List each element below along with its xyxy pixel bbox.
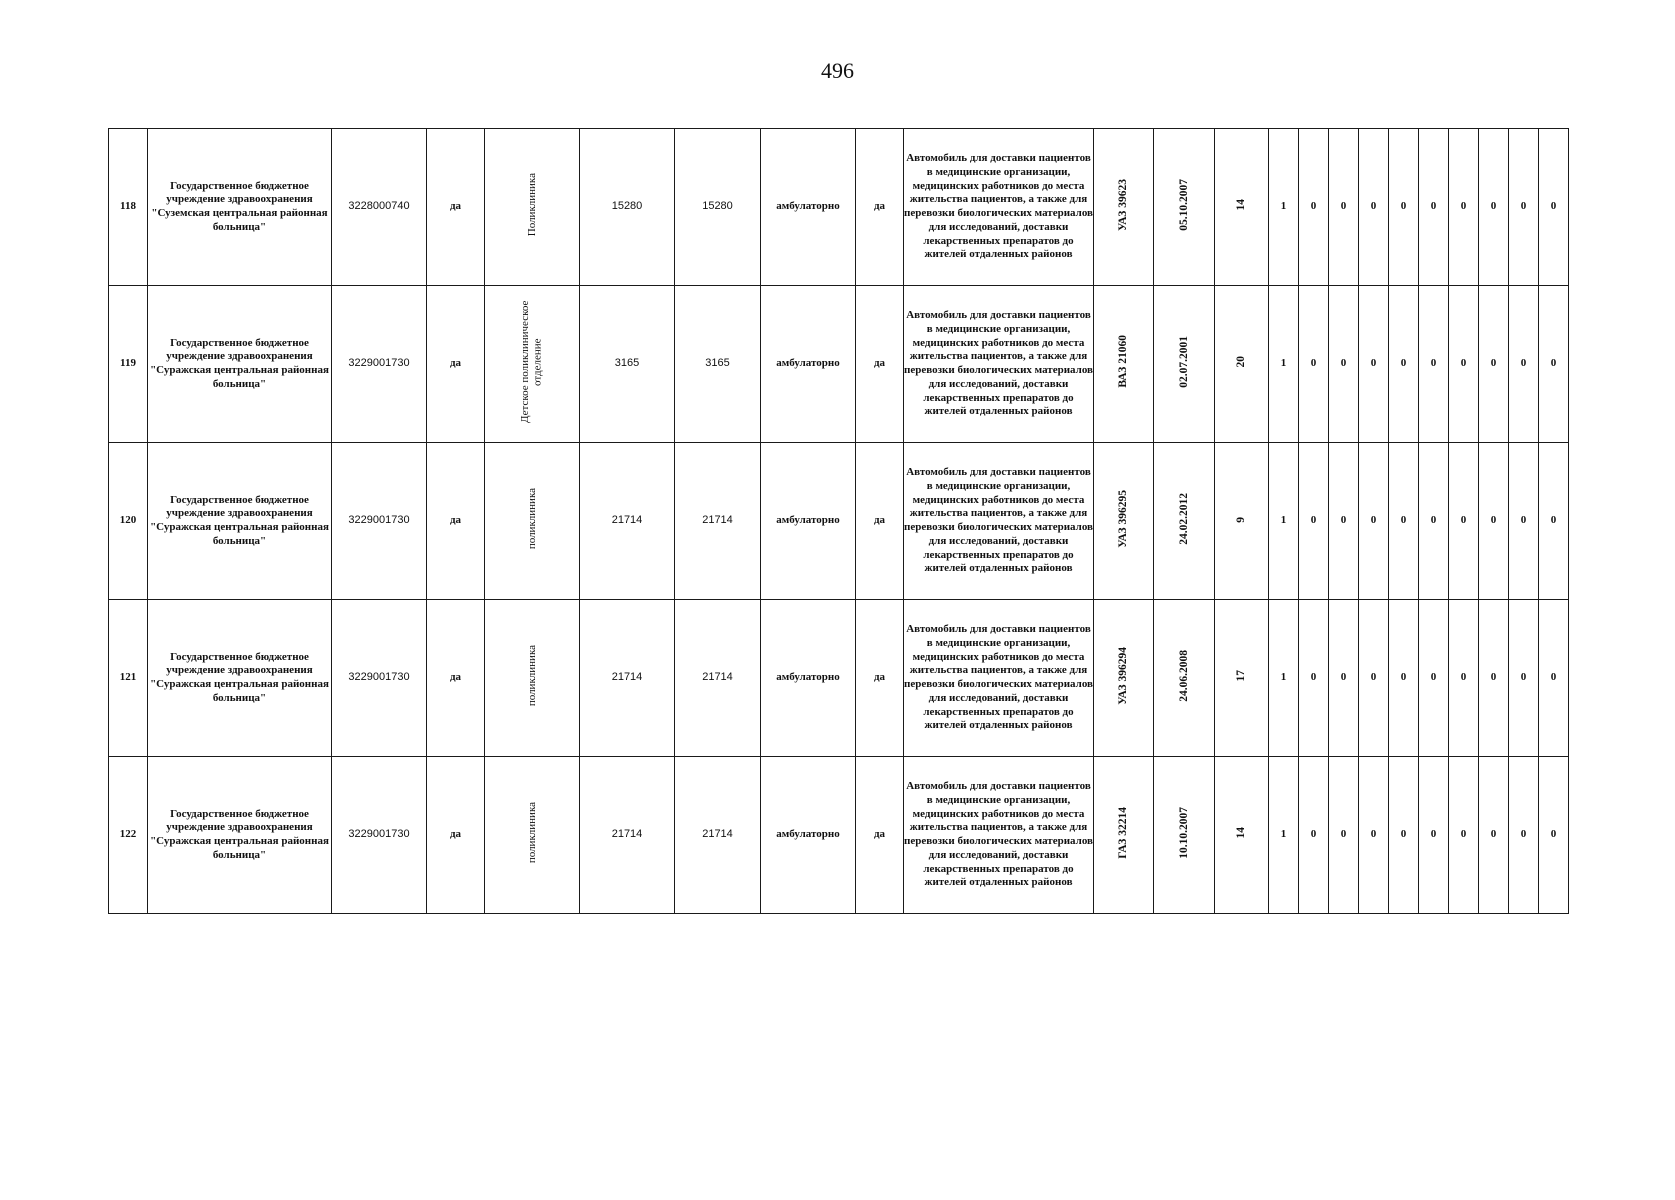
count-cell: 0 — [1359, 443, 1389, 600]
count-cell: 0 — [1329, 600, 1359, 757]
count-cell: 0 — [1539, 600, 1569, 757]
count-cell: 0 — [1449, 600, 1479, 757]
date-cell-text: 24.02.2012 — [1177, 492, 1190, 545]
division-cell-text: Поликлиника — [525, 173, 538, 237]
age-cell-text: 20 — [1235, 355, 1248, 368]
row-number-cell: 119 — [109, 286, 148, 443]
value2-cell: 21714 — [675, 443, 761, 600]
vehicle-table — [108, 128, 1569, 914]
table-row — [109, 443, 1569, 600]
row-number-cell: 121 — [109, 600, 148, 757]
count-cell: 1 — [1269, 600, 1299, 757]
age-cell-text: 14 — [1235, 826, 1248, 839]
date-cell — [1154, 757, 1215, 914]
division-cell-text: поликлиника — [525, 488, 538, 550]
table-row — [109, 129, 1569, 286]
organization-cell: Государственное бюджетное учреждение здравоохранения "Суражская центральная районная больница" — [148, 757, 332, 914]
count-cell: 0 — [1329, 129, 1359, 286]
count-cell: 0 — [1539, 286, 1569, 443]
count-cell: 0 — [1389, 443, 1419, 600]
count-cell: 0 — [1359, 129, 1389, 286]
date-cell-text: 24.06.2008 — [1177, 649, 1190, 702]
count-cell: 0 — [1539, 129, 1569, 286]
count-cell: 0 — [1509, 286, 1539, 443]
value2-cell: 21714 — [675, 757, 761, 914]
purpose-cell: Автомобиль для доставки пациентов в медицинские организации, медицинских работников до места жительства пациентов, а также для перевозки биологических материалов для исследований, доставки лекарственных препаратов до жителей отдаленных районов — [904, 600, 1094, 757]
vehicle-cell-text: УАЗ 396295 — [1117, 489, 1130, 548]
flag2-cell: да — [856, 129, 904, 286]
value1-cell: 21714 — [580, 443, 675, 600]
count-cell: 0 — [1299, 757, 1329, 914]
count-cell: 0 — [1299, 129, 1329, 286]
vehicle-cell-text: УАЗ 396294 — [1117, 646, 1130, 705]
code-cell: 3229001730 — [332, 286, 427, 443]
count-cell: 0 — [1479, 129, 1509, 286]
care-type-cell: амбулаторно — [761, 286, 856, 443]
division-cell — [485, 286, 580, 443]
count-cell: 0 — [1359, 600, 1389, 757]
table-row — [109, 286, 1569, 443]
count-cell: 0 — [1419, 286, 1449, 443]
code-cell: 3229001730 — [332, 757, 427, 914]
organization-cell: Государственное бюджетное учреждение здравоохранения "Суражская центральная районная больница" — [148, 600, 332, 757]
value2-cell: 21714 — [675, 600, 761, 757]
value1-cell: 3165 — [580, 286, 675, 443]
count-cell: 0 — [1449, 129, 1479, 286]
age-cell-text: 14 — [1235, 198, 1248, 211]
count-cell: 0 — [1509, 129, 1539, 286]
table-row — [109, 757, 1569, 914]
row-number-cell: 122 — [109, 757, 148, 914]
vehicle-cell — [1094, 600, 1154, 757]
division-cell-text: поликлиника — [525, 802, 538, 864]
count-cell: 1 — [1269, 129, 1299, 286]
page-number: 496 — [821, 58, 854, 83]
date-cell-text: 05.10.2007 — [1177, 178, 1190, 231]
care-type-cell: амбулаторно — [761, 757, 856, 914]
care-type-cell: амбулаторно — [761, 600, 856, 757]
age-cell-text: 9 — [1235, 517, 1248, 524]
value1-cell: 21714 — [580, 600, 675, 757]
count-cell: 1 — [1269, 443, 1299, 600]
count-cell: 0 — [1299, 443, 1329, 600]
count-cell: 0 — [1299, 600, 1329, 757]
count-cell: 0 — [1359, 757, 1389, 914]
flag1-cell: да — [427, 286, 485, 443]
flag2-cell: да — [856, 600, 904, 757]
vehicle-cell — [1094, 286, 1154, 443]
table-row — [109, 600, 1569, 757]
flag2-cell: да — [856, 286, 904, 443]
vehicle-cell-text: ГАЗ 32214 — [1117, 806, 1130, 859]
count-cell: 0 — [1539, 443, 1569, 600]
vehicle-cell — [1094, 443, 1154, 600]
count-cell: 0 — [1299, 286, 1329, 443]
count-cell: 0 — [1329, 443, 1359, 600]
code-cell: 3229001730 — [332, 443, 427, 600]
division-cell — [485, 757, 580, 914]
care-type-cell: амбулаторно — [761, 443, 856, 600]
age-cell — [1215, 757, 1269, 914]
date-cell — [1154, 600, 1215, 757]
flag1-cell: да — [427, 129, 485, 286]
age-cell — [1215, 443, 1269, 600]
count-cell: 0 — [1479, 443, 1509, 600]
flag2-cell: да — [856, 757, 904, 914]
count-cell: 0 — [1509, 600, 1539, 757]
date-cell-text: 02.07.2001 — [1177, 335, 1190, 388]
count-cell: 0 — [1359, 286, 1389, 443]
count-cell: 0 — [1419, 129, 1449, 286]
row-number-cell: 118 — [109, 129, 148, 286]
table-body — [109, 129, 1569, 914]
date-cell — [1154, 286, 1215, 443]
count-cell: 0 — [1539, 757, 1569, 914]
division-cell-text: Детское поликлиническое отделение — [519, 300, 544, 423]
purpose-cell: Автомобиль для доставки пациентов в медицинские организации, медицинских работников до места жительства пациентов, а также для перевозки биологических материалов для исследований, доставки лекарственных препаратов до жителей отдаленных районов — [904, 757, 1094, 914]
count-cell: 0 — [1509, 443, 1539, 600]
count-cell: 0 — [1449, 286, 1479, 443]
count-cell: 0 — [1419, 757, 1449, 914]
age-cell — [1215, 600, 1269, 757]
count-cell: 0 — [1479, 600, 1509, 757]
care-type-cell: амбулаторно — [761, 129, 856, 286]
flag1-cell: да — [427, 600, 485, 757]
count-cell: 0 — [1449, 443, 1479, 600]
count-cell: 0 — [1389, 757, 1419, 914]
division-cell-text: поликлиника — [525, 645, 538, 707]
date-cell — [1154, 443, 1215, 600]
purpose-cell: Автомобиль для доставки пациентов в медицинские организации, медицинских работников до места жительства пациентов, а также для перевозки биологических материалов для исследований, доставки лекарственных препаратов до жителей отдаленных районов — [904, 129, 1094, 286]
division-cell — [485, 129, 580, 286]
count-cell: 0 — [1479, 757, 1509, 914]
flag1-cell: да — [427, 443, 485, 600]
division-cell — [485, 443, 580, 600]
count-cell: 0 — [1449, 757, 1479, 914]
value1-cell: 21714 — [580, 757, 675, 914]
count-cell: 1 — [1269, 286, 1299, 443]
value2-cell: 3165 — [675, 286, 761, 443]
date-cell-text: 10.10.2007 — [1177, 806, 1190, 859]
value2-cell: 15280 — [675, 129, 761, 286]
count-cell: 0 — [1329, 286, 1359, 443]
count-cell: 0 — [1389, 286, 1419, 443]
division-cell — [485, 600, 580, 757]
code-cell: 3228000740 — [332, 129, 427, 286]
vehicle-cell — [1094, 129, 1154, 286]
flag2-cell: да — [856, 443, 904, 600]
organization-cell: Государственное бюджетное учреждение здравоохранения "Суземская центральная районная больница" — [148, 129, 332, 286]
count-cell: 0 — [1509, 757, 1539, 914]
count-cell: 0 — [1419, 600, 1449, 757]
count-cell: 1 — [1269, 757, 1299, 914]
organization-cell: Государственное бюджетное учреждение здравоохранения "Суражская центральная районная больница" — [148, 286, 332, 443]
age-cell-text: 17 — [1235, 669, 1248, 682]
vehicle-cell — [1094, 757, 1154, 914]
count-cell: 0 — [1389, 600, 1419, 757]
organization-cell: Государственное бюджетное учреждение здравоохранения "Суражская центральная районная больница" — [148, 443, 332, 600]
value1-cell: 15280 — [580, 129, 675, 286]
age-cell — [1215, 286, 1269, 443]
count-cell: 0 — [1479, 286, 1509, 443]
code-cell: 3229001730 — [332, 600, 427, 757]
age-cell — [1215, 129, 1269, 286]
date-cell — [1154, 129, 1215, 286]
count-cell: 0 — [1389, 129, 1419, 286]
purpose-cell: Автомобиль для доставки пациентов в медицинские организации, медицинских работников до места жительства пациентов, а также для перевозки биологических материалов для исследований, доставки лекарственных препаратов до жителей отдаленных районов — [904, 443, 1094, 600]
count-cell: 0 — [1419, 443, 1449, 600]
row-number-cell: 120 — [109, 443, 148, 600]
flag1-cell: да — [427, 757, 485, 914]
vehicle-cell-text: УАЗ 39623 — [1117, 178, 1130, 231]
vehicle-cell-text: ВАЗ 21060 — [1117, 335, 1130, 388]
count-cell: 0 — [1329, 757, 1359, 914]
purpose-cell: Автомобиль для доставки пациентов в медицинские организации, медицинских работников до места жительства пациентов, а также для перевозки биологических материалов для исследований, доставки лекарственных препаратов до жителей отдаленных районов — [904, 286, 1094, 443]
